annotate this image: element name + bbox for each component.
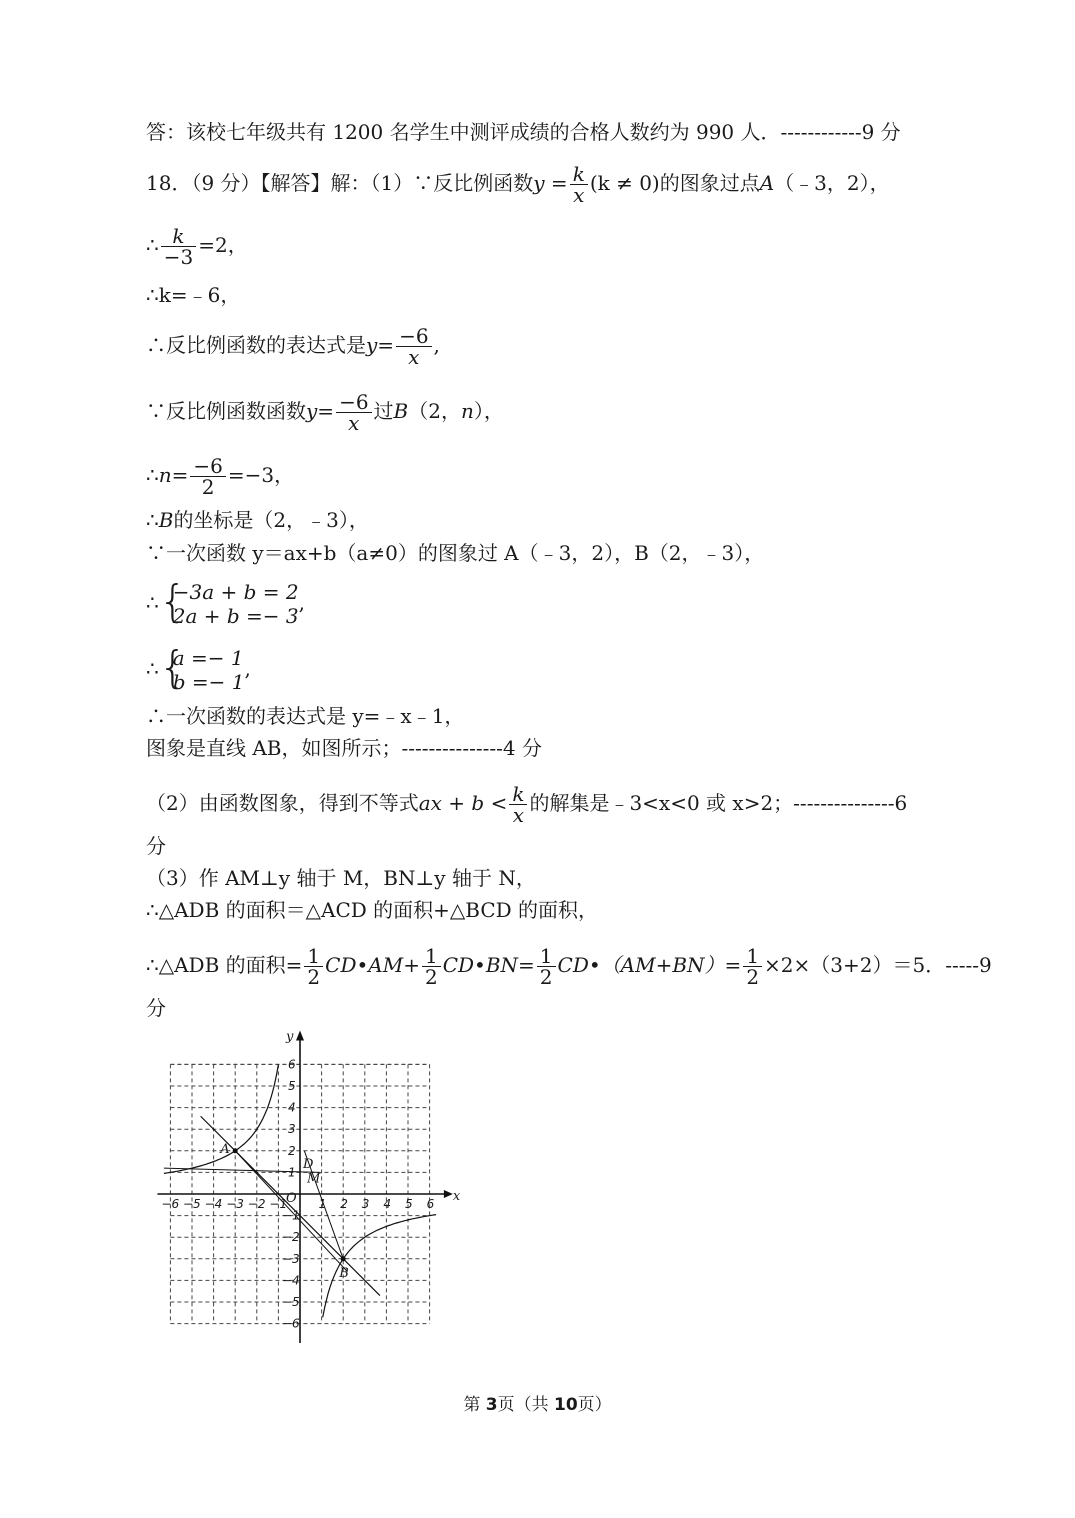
text-seg: ∴△ADB 的面积=: [146, 953, 303, 977]
k-value-line: ∴k=﹣6，: [146, 283, 241, 307]
footer-mid: 页（共: [497, 1395, 554, 1415]
x-axis-label: x: [452, 1189, 461, 1204]
x-tick-label: −3: [226, 1197, 244, 1211]
text-seg: =2，: [198, 233, 248, 257]
page-footer: [0, 1390, 1075, 1415]
math-y-eq: y=: [366, 333, 395, 357]
system-1-line: [146, 576, 305, 628]
n-eq: n=: [158, 463, 189, 487]
fraction-k-over-x: [570, 164, 588, 205]
fraction-half: [422, 946, 441, 987]
num: 1: [424, 944, 438, 968]
point-B-dot: [341, 1256, 346, 1261]
total-pages: 10: [553, 1395, 578, 1415]
k-over-neg3-line: [146, 226, 248, 267]
linear-expression-line: ∴一次函数的表达式是 y=﹣x﹣1，: [146, 704, 465, 728]
num: 1: [746, 944, 760, 968]
num: k: [572, 162, 585, 186]
y-tick-label: −4: [282, 1273, 300, 1288]
text-seg: ∴反比例函数的表达式是: [146, 333, 366, 357]
den: −3: [161, 246, 196, 267]
point-M-label: M: [307, 1171, 321, 1187]
graph-note-line: 图象是直线 AB，如图所示；---------------4 分: [146, 736, 542, 760]
y-tick-label: 2: [288, 1143, 296, 1158]
x-tick-label: 3: [361, 1197, 370, 1211]
sys-row: 2a + b =− 3: [172, 604, 299, 628]
y-tick-label: 1: [288, 1165, 296, 1180]
text-seg: 过: [373, 399, 394, 423]
inequality: ax + b <: [418, 791, 508, 815]
area-cont: 分: [146, 996, 166, 1020]
origin-label: O: [286, 1191, 297, 1206]
math-cond: (k ≠ 0): [589, 171, 660, 195]
fraction-half: [537, 946, 556, 987]
num: k: [172, 224, 185, 248]
fraction-neg6-over-x: [396, 326, 431, 367]
passes-B-line: [146, 392, 504, 433]
num: −6: [399, 324, 429, 348]
den: 2: [537, 966, 556, 987]
x-tick-label: −2: [247, 1197, 266, 1211]
text-seg: CD•（AM+BN）=: [557, 953, 742, 977]
brace: {: [158, 642, 187, 693]
equation-system-1: [158, 576, 299, 628]
point-D-label: D: [303, 1156, 314, 1172]
num: 1: [307, 944, 321, 968]
sys-row: −3a + b = 2: [172, 580, 299, 604]
therefore: ∴: [146, 233, 159, 257]
fraction-k-over-neg3: [161, 226, 196, 267]
text-seg: =−3，: [227, 463, 295, 487]
point-A: A: [759, 171, 775, 195]
page-number: 3: [485, 1395, 498, 1415]
point-B: B: [393, 399, 409, 423]
graph-labels: [161, 1029, 460, 1330]
text-seg: ×2×（3+2）＝5．-----9: [764, 953, 992, 977]
den: x: [336, 412, 371, 433]
text-seg: 的坐标是（2，﹣3），: [173, 508, 369, 532]
fraction-neg6-over-x: [336, 392, 371, 433]
y-tick-label: −6: [282, 1316, 300, 1331]
text-seg: 的解集是﹣3<x<0 或 x>2；---------------6: [529, 791, 908, 815]
therefore: ∴: [146, 656, 159, 681]
den: 2: [743, 966, 762, 987]
x-tick-label: −6: [161, 1197, 180, 1211]
x-tick-label: 6: [426, 1197, 435, 1211]
fraction-half: [304, 946, 323, 987]
part3-line: （3）作 AM⊥y 轴于 M，BN⊥y 轴于 N，: [146, 866, 536, 890]
x-tick-label: −4: [204, 1197, 223, 1211]
den: x: [509, 804, 527, 825]
n-value-line: [146, 456, 294, 497]
axes: [157, 1030, 452, 1343]
num: −6: [193, 454, 223, 478]
fraction-k-over-x: [509, 784, 527, 825]
num: −6: [339, 390, 369, 414]
y-tick-label: −5: [282, 1295, 300, 1309]
y-tick-label: 6: [288, 1057, 296, 1072]
den: 2: [422, 966, 441, 987]
comma: ,: [298, 590, 305, 615]
text-seg: ），: [473, 399, 504, 423]
area-compute-line: [146, 946, 992, 987]
linear-passes-line: ∵一次函数 y＝ax+b（a≠0）的图象过 A（﹣3，2），B（2，﹣3），: [146, 541, 765, 565]
hyperbola-branch-left: [164, 1064, 279, 1173]
therefore: ∴: [146, 590, 159, 615]
den: x: [396, 346, 431, 367]
fraction-neg6-over-2: [190, 456, 225, 497]
math-y-eq: y=: [306, 399, 335, 423]
text-seg: 的图象过点: [659, 171, 760, 195]
comma: ,: [433, 333, 440, 357]
coordinate-graph: [140, 1022, 470, 1347]
x-tick-label: −1: [269, 1197, 288, 1211]
system-2-line: [146, 642, 251, 694]
x-axis-arrow: [444, 1190, 453, 1198]
footer-pre: 第: [463, 1395, 486, 1415]
point-B: B: [158, 508, 174, 532]
var-n: n: [460, 399, 474, 423]
fraction-half: [743, 946, 762, 987]
text-seg: ∵反比例函数函数: [146, 399, 306, 423]
sys-row: a =− 1: [172, 646, 244, 670]
text-seg: （﹣3，2），: [774, 171, 890, 195]
num: k: [512, 782, 525, 806]
y-tick-label: −2: [282, 1230, 300, 1245]
x-tick-label: 4: [383, 1197, 392, 1211]
y-axis-label: y: [286, 1029, 294, 1045]
den: 2: [190, 476, 225, 497]
therefore: ∴: [146, 463, 159, 487]
point-A-label: A: [220, 1141, 230, 1157]
comma: ,: [244, 656, 251, 681]
text-seg: （2，: [408, 399, 461, 423]
point-A-dot: [233, 1148, 238, 1153]
text-seg: （2）由函数图象，得到不等式: [146, 791, 419, 815]
sys-row: b =− 1: [172, 670, 245, 694]
math-y-eq: y =: [533, 171, 568, 195]
x-tick-label: −5: [183, 1197, 201, 1211]
equation-system-2: [158, 642, 245, 694]
den: x: [570, 184, 588, 205]
text-seg: 18．（9 分）【解答】解：（1）∵反比例函数: [146, 171, 534, 195]
text-seg: CD•AM+: [325, 953, 420, 977]
solution-18-part1-intro: [146, 164, 890, 205]
line-AM: [164, 1168, 320, 1172]
num: 1: [539, 944, 553, 968]
B-coords-line: [146, 508, 369, 532]
x-tick-label: 1: [318, 1197, 327, 1211]
y-tick-label: −1: [282, 1208, 300, 1223]
brace: {: [158, 576, 187, 627]
y-tick-label: 5: [288, 1079, 296, 1093]
answer-line-17: 答：该校七年级共有 1200 名学生中测评成绩的合格人数约为 990 人．------------9 分: [146, 120, 901, 144]
point-B-label: B: [339, 1265, 349, 1281]
area-sum-line: ∴△ADB 的面积＝△ACD 的面积+△BCD 的面积，: [146, 898, 599, 922]
part2-line: [146, 784, 907, 825]
text-seg: CD•BN=: [442, 953, 535, 977]
part2-cont: 分: [146, 834, 166, 858]
y-axis-arrow: [296, 1030, 304, 1040]
y-tick-label: −3: [282, 1251, 300, 1266]
y-tick-label: 3: [288, 1122, 296, 1137]
x-tick-label: 5: [405, 1197, 413, 1211]
den: 2: [304, 966, 323, 987]
inverse-expression-line: [146, 326, 440, 367]
therefore: ∴: [146, 508, 159, 532]
x-tick-label: 2: [340, 1197, 348, 1211]
y-tick-label: 4: [288, 1100, 296, 1115]
footer-post: 页）: [577, 1395, 612, 1415]
